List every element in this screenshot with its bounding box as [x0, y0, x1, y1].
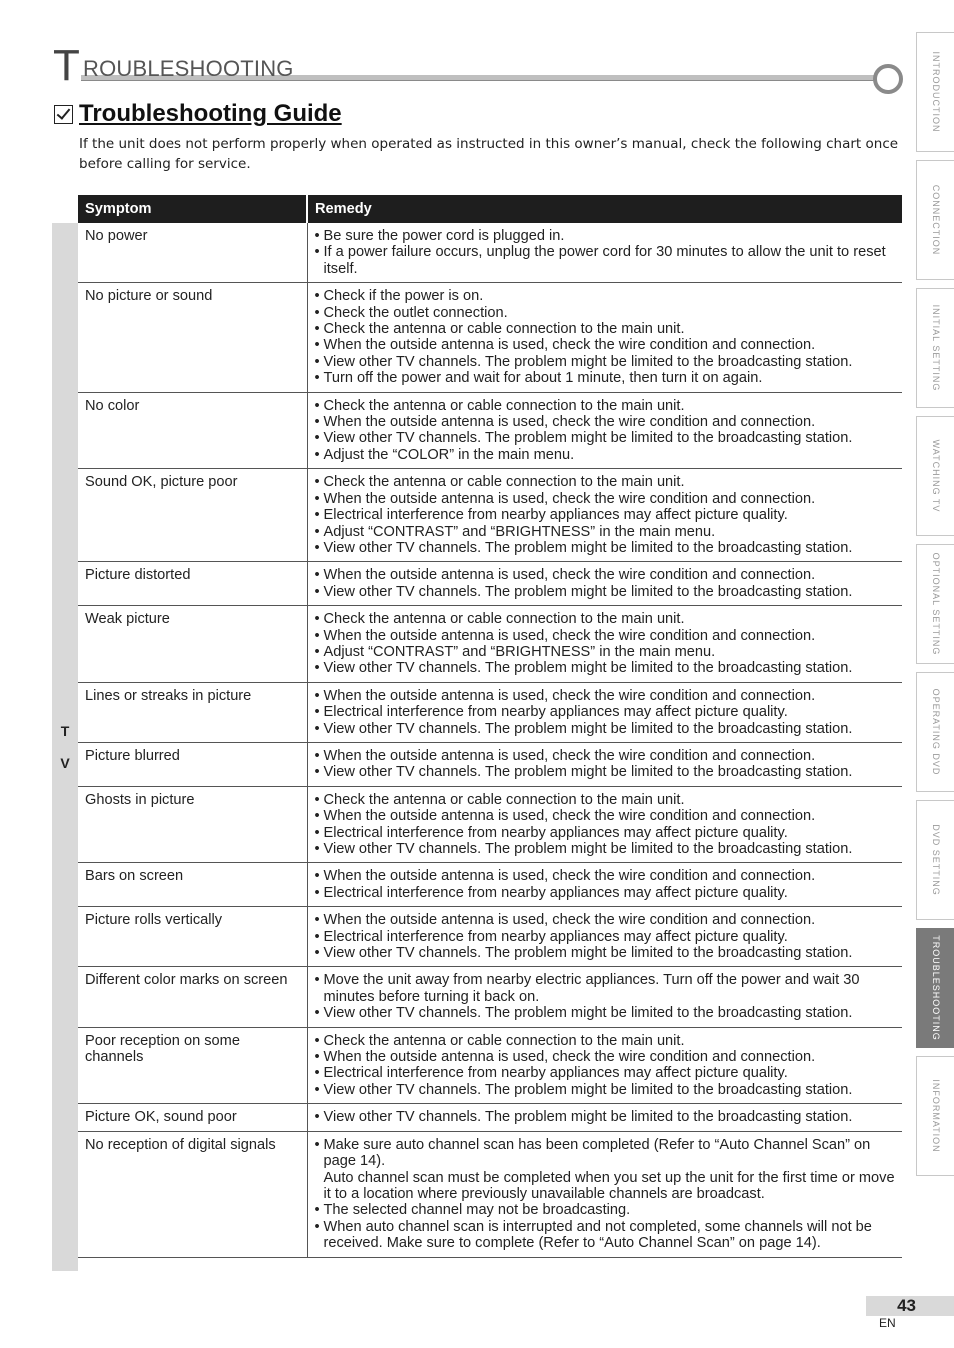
table-header-row	[78, 195, 902, 223]
symptom-cell: Picture OK, sound poor	[78, 1104, 307, 1131]
remedy-cell	[307, 562, 902, 606]
remedy-item: • View other TV channels. The problem might be limited to the broadcasting station.	[315, 945, 896, 961]
remedy-item: • Check the antenna or cable connection to the main unit.	[315, 398, 896, 414]
remedy-item: • When the outside antenna is used, check the wire condition and connection.	[315, 1049, 896, 1065]
remedy-cell	[307, 967, 902, 1027]
remedy-item: • Electrical interference from nearby appliances may affect picture quality.	[315, 825, 896, 841]
symptom-cell: No reception of digital signals	[78, 1131, 307, 1257]
side-tab-label: INITIAL SETTING	[930, 304, 941, 392]
guide-title-text: Troubleshooting Guide	[79, 100, 342, 127]
side-tab-label: DVD SETTING	[930, 824, 941, 896]
remedy-item: • View other TV channels. The problem might be limited to the broadcasting station.	[315, 430, 896, 446]
symptom-cell: No power	[78, 223, 307, 283]
table-row	[78, 1027, 902, 1104]
remedy-item: • Electrical interference from nearby appliances may affect picture quality.	[315, 929, 896, 945]
table-row	[78, 1131, 902, 1257]
remedy-item: • When the outside antenna is used, check the wire condition and connection.	[315, 567, 896, 583]
remedy-item: • Check the antenna or cable connection to the main unit.	[315, 321, 896, 337]
remedy-item: • Electrical interference from nearby appliances may affect picture quality.	[315, 885, 896, 901]
symptom-cell: Sound OK, picture poor	[78, 469, 307, 562]
symptom-cell: Picture rolls vertically	[78, 907, 307, 967]
remedy-item: • Adjust “CONTRAST” and “BRIGHTNESS” in the main menu.	[315, 524, 896, 540]
remedy-item: • Move the unit away from nearby electric appliances. Turn off the power and wait 30 minutes before turning it back on.	[315, 972, 896, 1005]
remedy-item: • View other TV channels. The problem might be limited to the broadcasting station.	[315, 540, 896, 556]
side-tab-label: OPERATING DVD	[930, 688, 941, 776]
remedy-item: • When the outside antenna is used, check the wire condition and connection.	[315, 491, 896, 507]
header-title: ROUBLESHOOTING	[83, 56, 294, 81]
symptom-cell: No color	[78, 392, 307, 469]
remedy-cell	[307, 786, 902, 863]
remedy-item: • When the outside antenna is used, check the wire condition and connection.	[315, 414, 896, 430]
side-tab-label: WATCHING TV	[930, 439, 941, 513]
symptom-cell: Lines or streaks in picture	[78, 682, 307, 742]
symptom-cell: Ghosts in picture	[78, 786, 307, 863]
symptom-cell: Picture blurred	[78, 742, 307, 786]
side-tab-label: TROUBLESHOOTING	[930, 935, 941, 1041]
remedy-item: • Electrical interference from nearby appliances may affect picture quality.	[315, 704, 896, 720]
table-row	[78, 742, 902, 786]
remedy-item: Auto channel scan must be completed when you set up the unit for the first time or move it to a location where previously unavailable channels are broadcast.	[323, 1169, 895, 1202]
remedy-item: • Check the antenna or cable connection to the main unit.	[315, 611, 896, 627]
remedy-cell	[307, 682, 902, 742]
remedy-item: • View other TV channels. The problem might be limited to the broadcasting station.	[315, 841, 896, 857]
remedy-item: • Adjust “CONTRAST” and “BRIGHTNESS” in the main menu.	[315, 644, 896, 660]
side-tab-optional-setting[interactable]	[916, 544, 954, 664]
page-number-box	[866, 1296, 954, 1316]
remedy-cell	[307, 1027, 902, 1104]
table-row	[78, 863, 902, 907]
remedy-item: • When the outside antenna is used, check the wire condition and connection.	[315, 912, 896, 928]
tv-group-label	[52, 223, 78, 1271]
remedy-item: • Make sure auto channel scan has been completed (Refer to “Auto Channel Scan” on page 14).	[315, 1137, 896, 1170]
header-remedy: Remedy	[307, 195, 902, 223]
remedy-item: • View other TV channels. The problem might be limited to the broadcasting station.	[315, 1109, 896, 1125]
table-row	[78, 786, 902, 863]
chapter-side-tabs	[916, 32, 954, 1184]
remedy-item: • View other TV channels. The problem might be limited to the broadcasting station.	[315, 764, 896, 780]
remedy-item: • The selected channel may not be broadcasting.	[315, 1202, 896, 1218]
guide-title	[54, 100, 342, 128]
side-tab-information[interactable]	[916, 1056, 954, 1176]
remedy-item: • Electrical interference from nearby appliances may affect picture quality.	[315, 1065, 896, 1081]
language-code: EN	[879, 1316, 896, 1330]
side-tab-label: OPTIONAL SETTING	[930, 552, 941, 656]
remedy-item: • Check the antenna or cable connection to the main unit.	[315, 1033, 896, 1049]
remedy-cell	[307, 469, 902, 562]
table-row	[78, 606, 902, 683]
table-row	[78, 223, 902, 283]
remedy-item: • Be sure the power cord is plugged in.	[315, 228, 896, 244]
table-row	[78, 682, 902, 742]
remedy-item: • View other TV channels. The problem might be limited to the broadcasting station.	[315, 660, 896, 676]
side-tab-label: CONNECTION	[930, 184, 941, 256]
symptom-cell: Different color marks on screen	[78, 967, 307, 1027]
remedy-item: • When the outside antenna is used, check the wire condition and connection.	[315, 688, 896, 704]
side-tab-dvd-setting[interactable]	[916, 800, 954, 920]
table-row	[78, 907, 902, 967]
side-tab-connection[interactable]	[916, 160, 954, 280]
remedy-item: • When the outside antenna is used, check the wire condition and connection.	[315, 628, 896, 644]
remedy-item: • View other TV channels. The problem might be limited to the broadcasting station.	[315, 584, 896, 600]
remedy-item: • Electrical interference from nearby appliances may affect picture quality.	[315, 507, 896, 523]
symptom-cell: Picture distorted	[78, 562, 307, 606]
remedy-item: • Check the antenna or cable connection to the main unit.	[315, 474, 896, 490]
remedy-cell	[307, 1131, 902, 1257]
remedy-item: • When auto channel scan is interrupted and not completed, some channels will not be received. Make sure to complete (Refer to “Auto Channel Scan” on page 14).	[315, 1219, 896, 1252]
side-tab-troubleshooting[interactable]	[916, 928, 954, 1048]
side-tab-watching-tv[interactable]	[916, 416, 954, 536]
symptom-cell: Weak picture	[78, 606, 307, 683]
remedy-cell	[307, 223, 902, 283]
symptom-cell: No picture or sound	[78, 283, 307, 392]
table-row	[78, 283, 902, 392]
remedy-item: • View other TV channels. The problem might be limited to the broadcasting station.	[315, 1082, 896, 1098]
side-tab-operating-dvd[interactable]	[916, 672, 954, 792]
page-number: 43	[897, 1296, 916, 1315]
remedy-item: • Check if the power is on.	[315, 288, 896, 304]
header-circle-ornament	[873, 64, 903, 94]
remedy-cell	[307, 907, 902, 967]
remedy-item: • View other TV channels. The problem might be limited to the broadcasting station.	[315, 721, 896, 737]
side-tab-label: INTRODUCTION	[930, 51, 941, 133]
remedy-item: • Turn off the power and wait for about 1 minute, then turn it on again.	[315, 370, 896, 386]
remedy-item: • When the outside antenna is used, check the wire condition and connection.	[315, 868, 896, 884]
remedy-item: • Check the outlet connection.	[315, 305, 896, 321]
header-symptom: Symptom	[78, 195, 307, 223]
side-tab-initial-setting[interactable]	[916, 288, 954, 408]
side-tab-label: INFORMATION	[930, 1079, 941, 1153]
remedy-cell	[307, 863, 902, 907]
remedy-cell	[307, 392, 902, 469]
remedy-item: • Check the antenna or cable connection to the main unit.	[315, 792, 896, 808]
remedy-item: • Adjust the “COLOR” in the main menu.	[315, 447, 896, 463]
tv-label-letter-v: V	[60, 755, 70, 771]
table-row	[78, 469, 902, 562]
header-initial: T	[53, 41, 80, 90]
remedy-item: • When the outside antenna is used, check the wire condition and connection.	[315, 808, 896, 824]
remedy-cell	[307, 742, 902, 786]
intro-paragraph: If the unit does not perform properly when operated as instructed in this owner’s manual, check the following chart once before calling for service.	[79, 136, 899, 172]
section-header	[53, 41, 903, 94]
table-row	[78, 1104, 902, 1131]
table-row	[78, 392, 902, 469]
remedy-item: • View other TV channels. The problem might be limited to the broadcasting station.	[315, 1005, 896, 1021]
table-row	[78, 562, 902, 606]
table-row	[78, 967, 902, 1027]
symptom-cell: Bars on screen	[78, 863, 307, 907]
remedy-cell	[307, 606, 902, 683]
remedy-item: • If a power failure occurs, unplug the power cord for 30 minutes to allow the unit to reset itself.	[315, 244, 896, 277]
remedy-item: • View other TV channels. The problem might be limited to the broadcasting station.	[315, 354, 896, 370]
symptom-cell: Poor reception on some channels	[78, 1027, 307, 1104]
checkbox-icon	[54, 105, 73, 124]
side-tab-introduction[interactable]	[916, 32, 954, 152]
remedy-cell	[307, 283, 902, 392]
remedy-item: • When the outside antenna is used, check the wire condition and connection.	[315, 337, 896, 353]
remedy-item: • When the outside antenna is used, check the wire condition and connection.	[315, 748, 896, 764]
remedy-cell	[307, 1104, 902, 1131]
tv-label-letter-t: T	[60, 723, 70, 739]
